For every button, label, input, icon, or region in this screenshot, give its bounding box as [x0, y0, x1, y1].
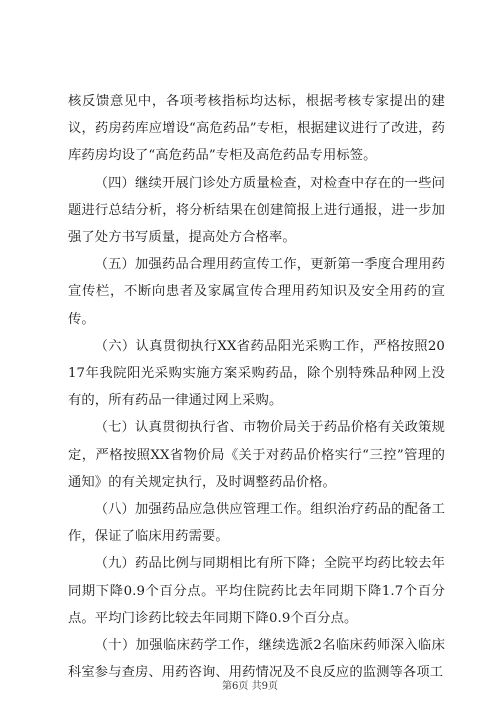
paragraph-item-8: （八）加强药品应急供应管理工作。组织治疗药品的配备工作，保证了临床用药需要。 [68, 502, 445, 545]
document-body [68, 88, 445, 686]
paragraph-item-5: （五）加强药品合理用药宣传工作，更新第一季度合理用药宣传栏，不断向患者及家属宣传合理用药知识及安全用药的宣传。 [68, 257, 445, 327]
paragraph-item-7: （七）认真贯彻执行省、市物价局关于药品价格有关政策规定，严格按照XX省物价局《关于对药品价格实行“三控”管理的通知》的有关规定执行，及时调整药品价格。 [68, 420, 445, 490]
paragraph-item-9: （九）药品比例与同期相比有所下降；全院平均药比较去年同期下降0.9个百分点。平均住院药比去年同期下降1.7个百分点。平均门诊药比较去年同期下降0.9个百分点。 [68, 556, 445, 626]
paragraph-item-6: （六）认真贯彻执行XX省药品阳光采购工作，严格按照2017年我院阳光采购实施方案采购药品，除个别特殊品种网上没有的，所有药品一律通过网上采购。 [68, 338, 445, 409]
paragraph-item-10: （十）加强临床药学工作，继续选派2名临床药师深入临床科室参与查房、用药咨询、用药情况及不良反应的监测等各项工 [68, 638, 445, 681]
paragraph-1-continuation: 核反馈意见中，各项考核指标均达标，根据考核专家提出的建议，药房药库应增设“高危药品”专柜，根据建议进行了改进，药库药房均设了“高危药品”专柜及高危药品专用标签。 [68, 94, 445, 164]
paragraph-item-4: （四）继续开展门诊处方质量检查，对检查中存在的一些问题进行总结分析，将分析结果在创建简报上进行通报，进一步加强了处方书写质量，提高处方合格率。 [68, 175, 445, 246]
page-number-footer: 第6页 共9页 [222, 681, 278, 692]
